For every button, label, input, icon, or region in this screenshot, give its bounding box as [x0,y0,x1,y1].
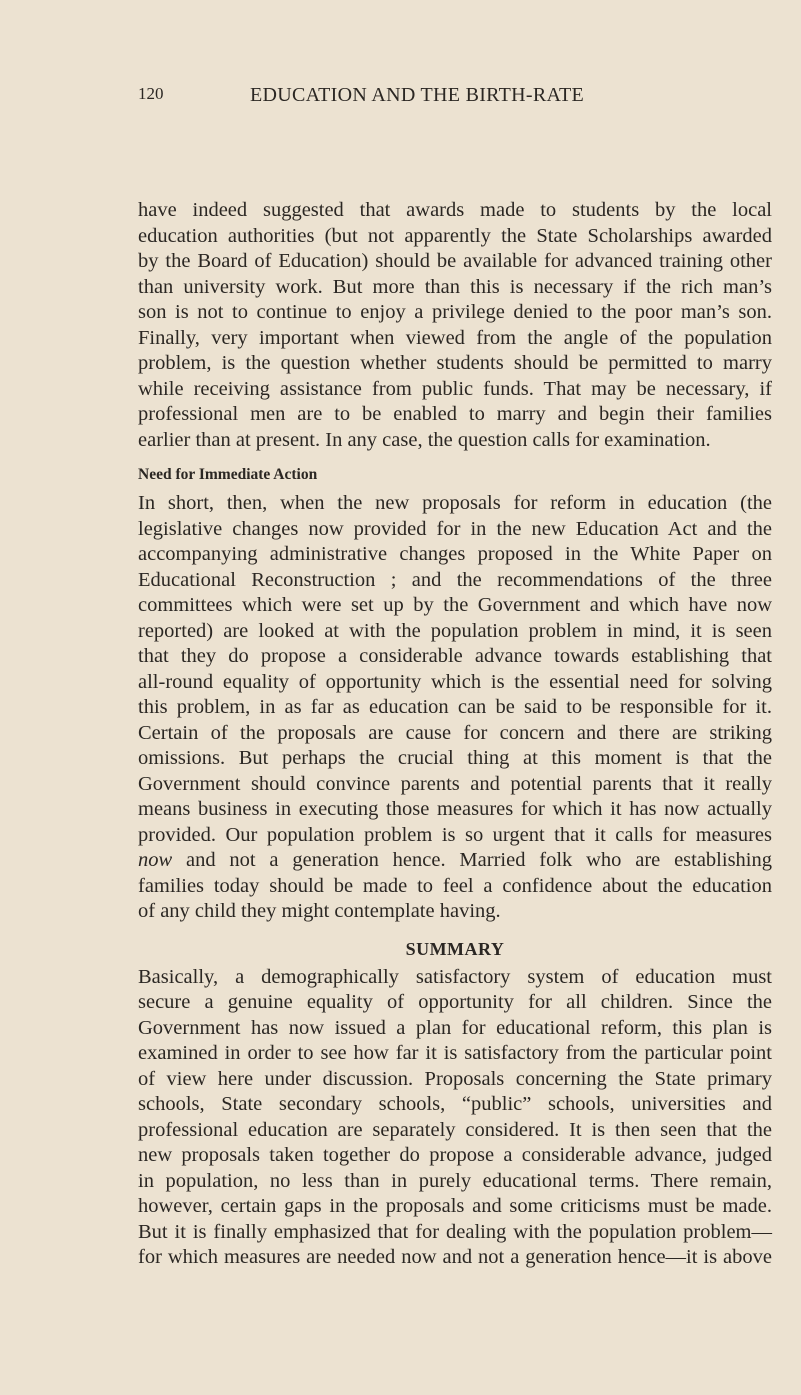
text-line: professional education are separately considered. It is then seen that the [138,1118,772,1141]
text-line: new proposals taken together do propose a considerable advance, judged [138,1144,772,1166]
text-line: have indeed suggested that awards made to students by the local [138,199,772,221]
text-line: by the Board of Education) should be available for advanced training other [138,250,772,272]
text-line: In short, then, when the new proposals for reform in education (the [138,492,772,514]
text-line: schools, State secondary schools, “public” schools, universities and [138,1093,772,1115]
summary-heading: SUMMARY [405,938,505,959]
paragraph-immediate-action [138,491,772,925]
text-line: omissions. But perhaps the crucial thing at this moment is that the [138,747,772,769]
text-line: however, certain gaps in the proposals and some criticisms must be made. [138,1195,772,1217]
text-line: provided. Our population problem is so urgent that it calls for measures [138,823,772,846]
text-line: Certain of the proposals are cause for concern and there are striking [138,721,772,744]
page-number: 120 [138,84,164,103]
text-line: of view here under discussion. Proposals concerning the State primary [138,1067,772,1090]
text-line: of any child they might contemplate having. [138,900,501,922]
text-line: while receiving assistance from public funds. That may be necessary, if [138,377,772,400]
text-line: than university work. But more than this is necessary if the rich man’s [138,275,772,298]
text-line: Educational Reconstruction ; and the recommendations of the three [138,568,772,591]
text-line: in population, no less than in purely educational terms. There remain, [138,1169,772,1192]
text-line: means business in executing those measures for which it has now actually [138,798,772,820]
text-line: committees which were set up by the Government and which have now [138,594,772,616]
page-body [138,198,772,1271]
text-line: Finally, very important when viewed from the angle of the population [138,326,772,349]
text-line: examined in order to see how far it is satisfactory from the particular point [138,1042,772,1064]
text-line: Government has now issued a plan for educational reform, this plan is [138,1016,772,1039]
text-line: reported) are looked at with the population problem in mind, it is seen [138,619,772,642]
text-line: problem, is the question whether students should be permitted to marry [138,352,772,374]
text-line: this problem, in as far as education can be said to be responsible for it. [138,696,772,718]
paragraph-marriage [138,326,772,454]
text-line: secure a genuine equality of opportunity for all children. Since the [138,991,772,1013]
paragraph-awards [138,198,772,326]
text-line: But it is finally emphasized that for dealing with the population problem— [138,1220,772,1243]
text-line: education authorities (but not apparently the State Scholarships awarded [138,224,772,247]
section-subheading: Need for Immediate Action [138,466,318,483]
text-line: accompanying administrative changes proposed in the White Paper on [138,543,772,565]
text-line: now and not a generation hence. Married folk who are establishing [138,849,772,871]
text-line: for which measures are needed now and not a generation hence—it is above [138,1246,772,1268]
text-line: earlier than at present. In any case, the question calls for examination. [138,428,711,451]
text-line: son is not to continue to enjoy a privilege denied to the poor man’s son. [138,301,772,323]
summary-paragraph [138,965,772,1271]
text-line: professional men are to be enabled to marry and begin their families [138,403,772,425]
text-line: Basically, a demographically satisfactory system of education must [138,965,772,988]
running-header [138,84,772,112]
text-line: that they do propose a considerable advance towards establishing that [138,645,772,667]
text-line: Government should convince parents and potential parents that it really [138,772,772,795]
text-line: legislative changes now provided for in the new Education Act and the [138,517,772,540]
text-line: families today should be made to feel a confidence about the education [138,874,772,897]
running-title: EDUCATION AND THE BIRTH-RATE [250,84,585,106]
text-line: all-round equality of opportunity which is the essential need for solving [138,670,772,693]
